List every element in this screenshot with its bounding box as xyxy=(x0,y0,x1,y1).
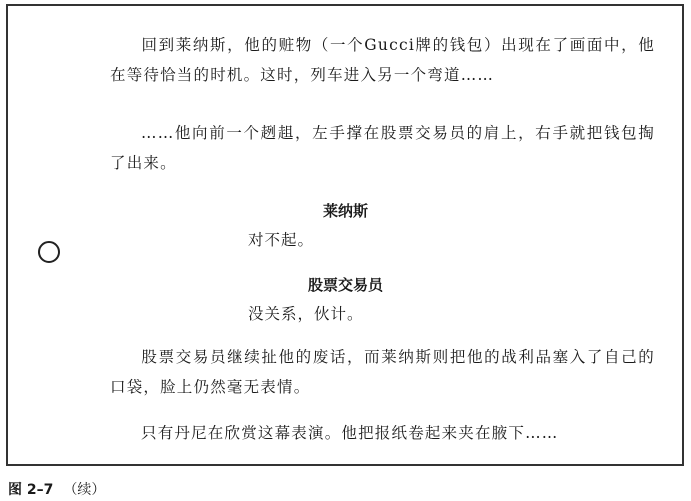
action-paragraph-1: 回到莱纳斯，他的赃物（一个Gucci牌的钱包）出现在了画面中，他在等待恰当的时机。这时，列车进入另一个弯道…… xyxy=(110,36,655,84)
figure-caption xyxy=(8,479,105,499)
figure-number: 图 2–7 xyxy=(8,482,54,498)
dialogue-line-2: 没关系，伙计。 xyxy=(248,305,364,323)
character-name-2: 股票交易员 xyxy=(307,276,383,294)
binding-hole-icon xyxy=(38,241,60,263)
dialogue-line-1: 对不起。 xyxy=(248,231,315,249)
character-name-1: 莱纳斯 xyxy=(322,202,368,220)
figure-note: （续） xyxy=(63,482,106,498)
action-paragraph-2: ……他向前一个趔趄，左手撑在股票交易员的肩上，右手就把钱包掏了出来。 xyxy=(110,124,655,172)
action-paragraph-4: 只有丹尼在欣赏这幕表演。他把报纸卷起来夹在腋下…… xyxy=(141,424,559,442)
action-paragraph-3: 股票交易员继续扯他的废话，而莱纳斯则把他的战利品塞入了自己的口袋，脸上仍然毫无表情。 xyxy=(110,348,655,396)
